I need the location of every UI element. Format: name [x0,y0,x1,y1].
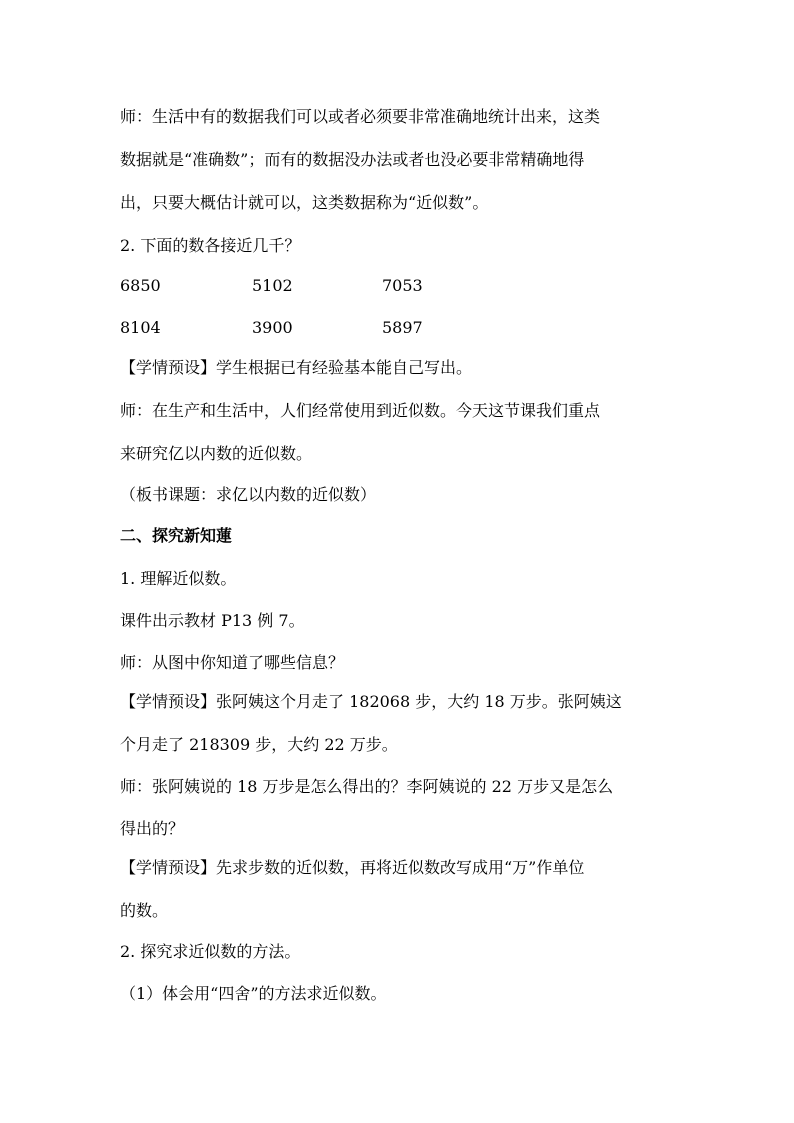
number-cell: 6850 [120,276,161,295]
question-heading: 2. 下面的数各接近几千？ [120,236,301,255]
item-heading: 2. 探究求近似数的方法。 [120,942,301,961]
preset-paragraph: 【学情预设】先求步数的近似数，再将近似数改写成用“万”作单位 [120,858,585,877]
number-row [120,276,680,296]
preset-paragraph: 【学情预设】张阿姨这个月走了 182068 步，大约 18 万步。张阿姨这 [120,692,622,711]
number-cell: 5102 [252,276,293,295]
paragraph-line: 师：从图中你知道了哪些信息？ [120,653,345,672]
board-note: （板书课题：求亿以内数的近似数） [120,485,377,504]
number-cell: 5897 [382,318,423,337]
paragraph-line: 个月走了 218309 步，大约 22 万步。 [120,735,398,754]
item-heading: 1. 理解近似数。 [120,569,237,588]
number-cell: 3900 [252,318,293,337]
preset-paragraph: 【学情预设】学生根据已有经验基本能自己写出。 [120,358,473,377]
sub-item: （1）体会用“四舍”的方法求近似数。 [120,984,387,1003]
paragraph-line: 得出的？ [120,819,185,838]
number-row [120,318,680,338]
paragraph-line: 数据就是“准确数”；而有的数据没办法或者也没必要非常精确地得 [120,150,585,169]
paragraph-line: 出，只要大概估计就可以，这类数据称为“近似数”。 [120,193,489,212]
paragraph-line: 师：在生产和生活中，人们经常使用到近似数。今天这节课我们重点 [120,401,601,420]
number-cell: 8104 [120,318,161,337]
paragraph-line: 师：张阿姨说的 18 万步是怎么得出的？李阿姨说的 22 万步又是怎么 [120,777,614,796]
section-heading: 二、探究新知蓮 [120,526,233,545]
paragraph-line: 课件出示教材 P13 例 7。 [120,611,305,630]
paragraph-line: 来研究亿以内数的近似数。 [120,444,313,463]
number-cell: 7053 [382,276,423,295]
paragraph-line: 的数。 [120,901,169,920]
paragraph-line: 师：生活中有的数据我们可以或者必须要非常准确地统计出来，这类 [120,107,601,126]
